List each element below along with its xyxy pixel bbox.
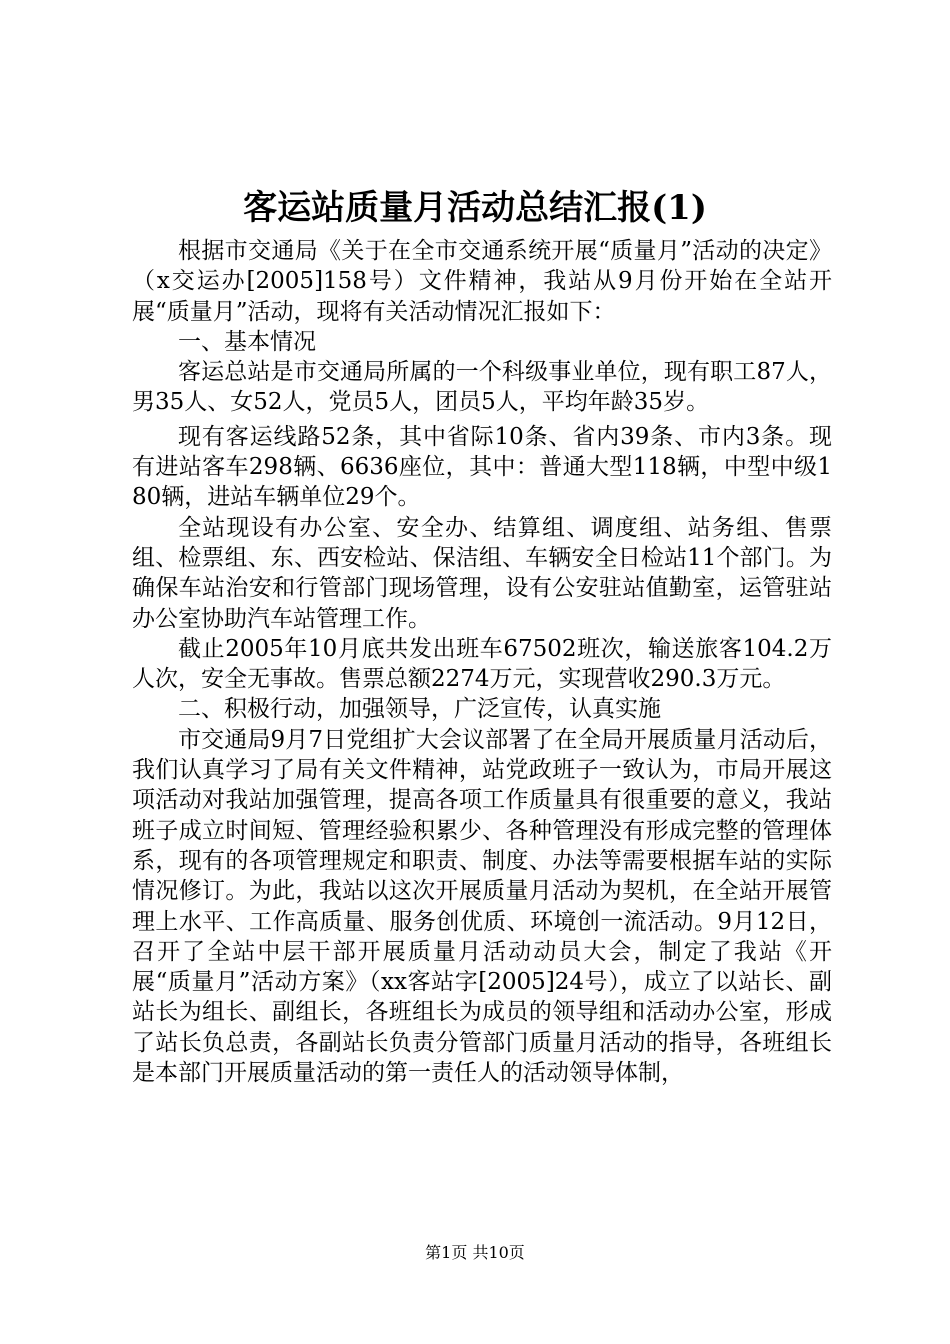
section-heading-actions: 二、积极行动，加强领导，广泛宣传，认真实施: [178, 696, 661, 723]
actions-paragraph: 市交通局9月7日党组扩大会议部署了在全局开展质量月活动后，我们认真学习了局有关文件精神，站党政班子一致认为，市局开展这项活动对我站加强管理，提高各项工作质量具有很重要的意义，我站班子成立时间短、管理经验积累少、各种管理没有形成完整的管理体系，现有的各项管理规定和职责、制度、办法等需要根据车站的实际情况修订。为此，我站以这次开展质量月活动为契机，在全站开展管理上水平、工作高质量、服务创优质、环境创一流活动。9月12日，召开了全站中层干部开展质量月活动动员大会，制定了我站《开展“质量月”活动方案》（xx客站字[2005]24号），成立了以站长、副站长为组长、副组长，各班组长为成员的领导组和活动办公室，形成了站长负总责，各副站长负责分管部门质量月活动的指导，各班组长是本部门开展质量活动的第一责任人的活动领导体制，: [132, 726, 832, 1087]
page-number-footer: 第1页 共10页: [425, 1243, 525, 1262]
document-title: 客运站质量月活动总结汇报(1): [243, 188, 707, 228]
staff-paragraph: 客运总站是市交通局所属的一个科级事业单位，现有职工87人，男35人、女52人，党员5人，团员5人，平均年龄35岁。: [132, 359, 832, 416]
section-heading-basic-info: 一、基本情况: [178, 328, 316, 355]
statistics-paragraph: 截止2005年10月底共发出班车67502班次，输送旅客104.2万人次，安全无事故。售票总额2274万元，实现营收290.3万元。: [132, 635, 832, 693]
routes-paragraph: 现有客运线路52条，其中省际10条、省内39条、市内3条。现有进站客车298辆、6636座位，其中：普通大型118辆，中型中级180辆，进站车辆单位29个。: [132, 423, 832, 511]
intro-paragraph: 根据市交通局《关于在全市交通系统开展“质量月”活动的决定》（x交运办[2005]158号）文件精神，我站从9月份开始在全站开展“质量月”活动，现将有关活动情况汇报如下：: [132, 238, 832, 325]
departments-paragraph: 全站现设有办公室、安全办、结算组、调度组、站务组、售票组、检票组、东、西安检站、保洁组、车辆安全日检站11个部门。为确保车站治安和行管部门现场管理，设有公安驻站值勤室，运管驻站办公室协助汽车站管理工作。: [132, 514, 832, 632]
document-body: [132, 236, 832, 1088]
